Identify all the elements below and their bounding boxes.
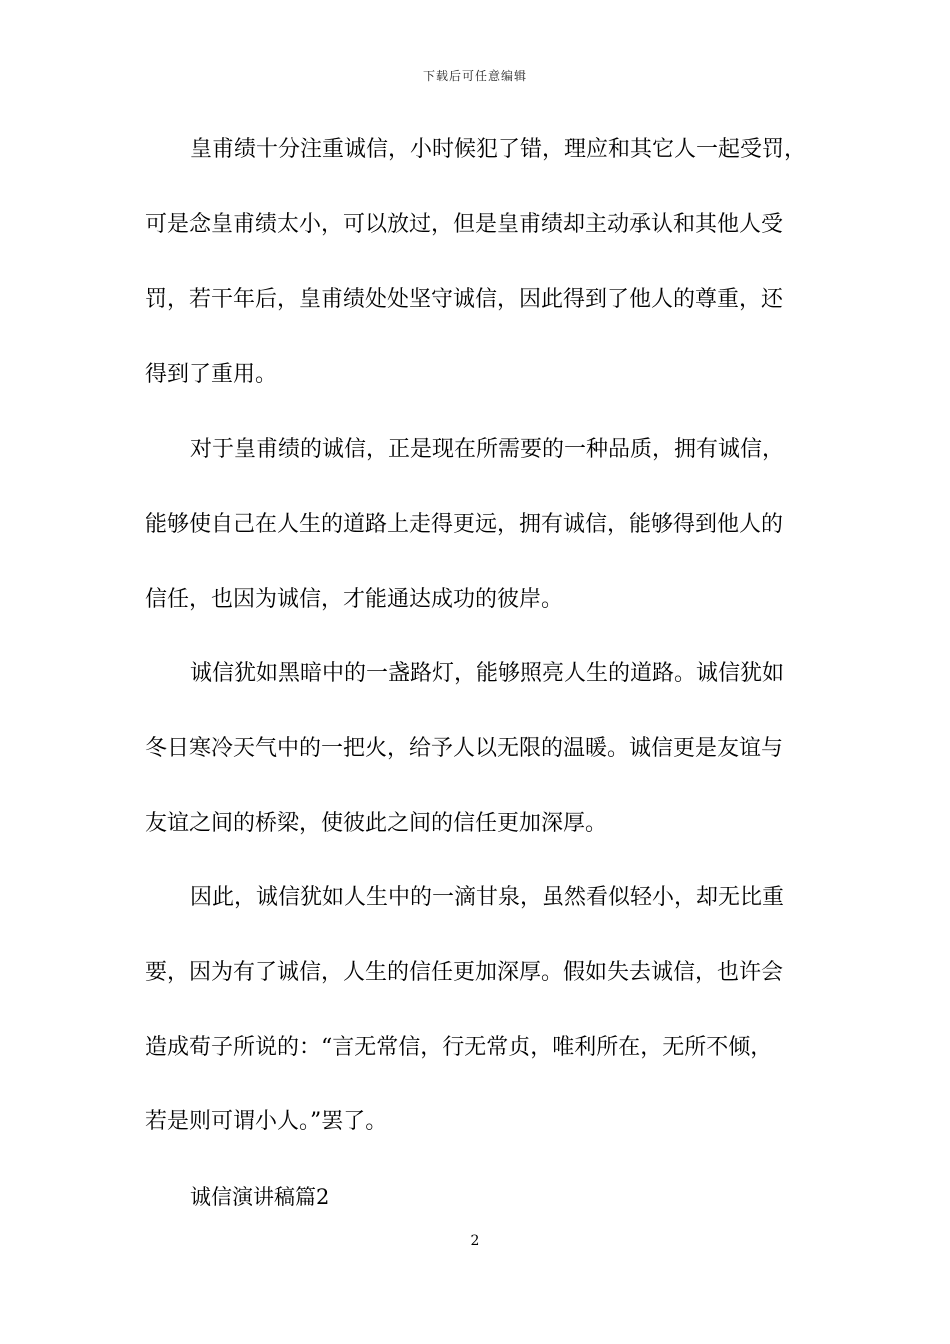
paragraph-line: 得到了重用。 [145, 362, 278, 387]
paragraph-line: 罚，若干年后，皇甫绩处处坚守诚信，因此得到了他人的尊重，还 [145, 287, 784, 312]
paragraph-line: 对于皇甫绩的诚信，正是现在所需要的一种品质，拥有诚信， [190, 437, 785, 462]
paragraph-line: 诚信犹如黑暗中的一盏路灯，能够照亮人生的道路。诚信犹如 [190, 661, 785, 686]
paragraph-line: 友谊之间的桥梁，使彼此之间的信任更加深厚。 [145, 811, 608, 836]
page-number: 2 [470, 1233, 480, 1249]
paragraph-line: 造成荀子所说的：“言无常信，行无常贞，唯利所在，无所不倾， [145, 1035, 773, 1060]
paragraph-line: 皇甫绩十分注重诚信，小时候犯了错，理应和其它人一起受罚， [190, 137, 807, 162]
paragraph-line: 冬日寒冷天气中的一把火，给予人以无限的温暖。诚信更是友谊与 [145, 736, 784, 761]
paragraph-line: 信任，也因为诚信，才能通达成功的彼岸。 [145, 587, 564, 612]
paragraph-line: 若是则可谓小人。”罢了。 [145, 1109, 388, 1134]
paragraph-line: 因此，诚信犹如人生中的一滴甘泉，虽然看似轻小，却无比重 [190, 885, 785, 910]
section-heading: 诚信演讲稿篇2 [190, 1185, 330, 1209]
page-header: 下载后可任意编辑 [422, 69, 527, 83]
paragraph-line: 能够使自己在人生的道路上走得更远，拥有诚信，能够得到他人的 [145, 512, 784, 537]
paragraph-line: 要，因为有了诚信，人生的信任更加深厚。假如失去诚信，也许会 [145, 960, 784, 985]
paragraph-line: 可是念皇甫绩太小，可以放过，但是皇甫绩却主动承认和其他人受 [145, 212, 784, 237]
